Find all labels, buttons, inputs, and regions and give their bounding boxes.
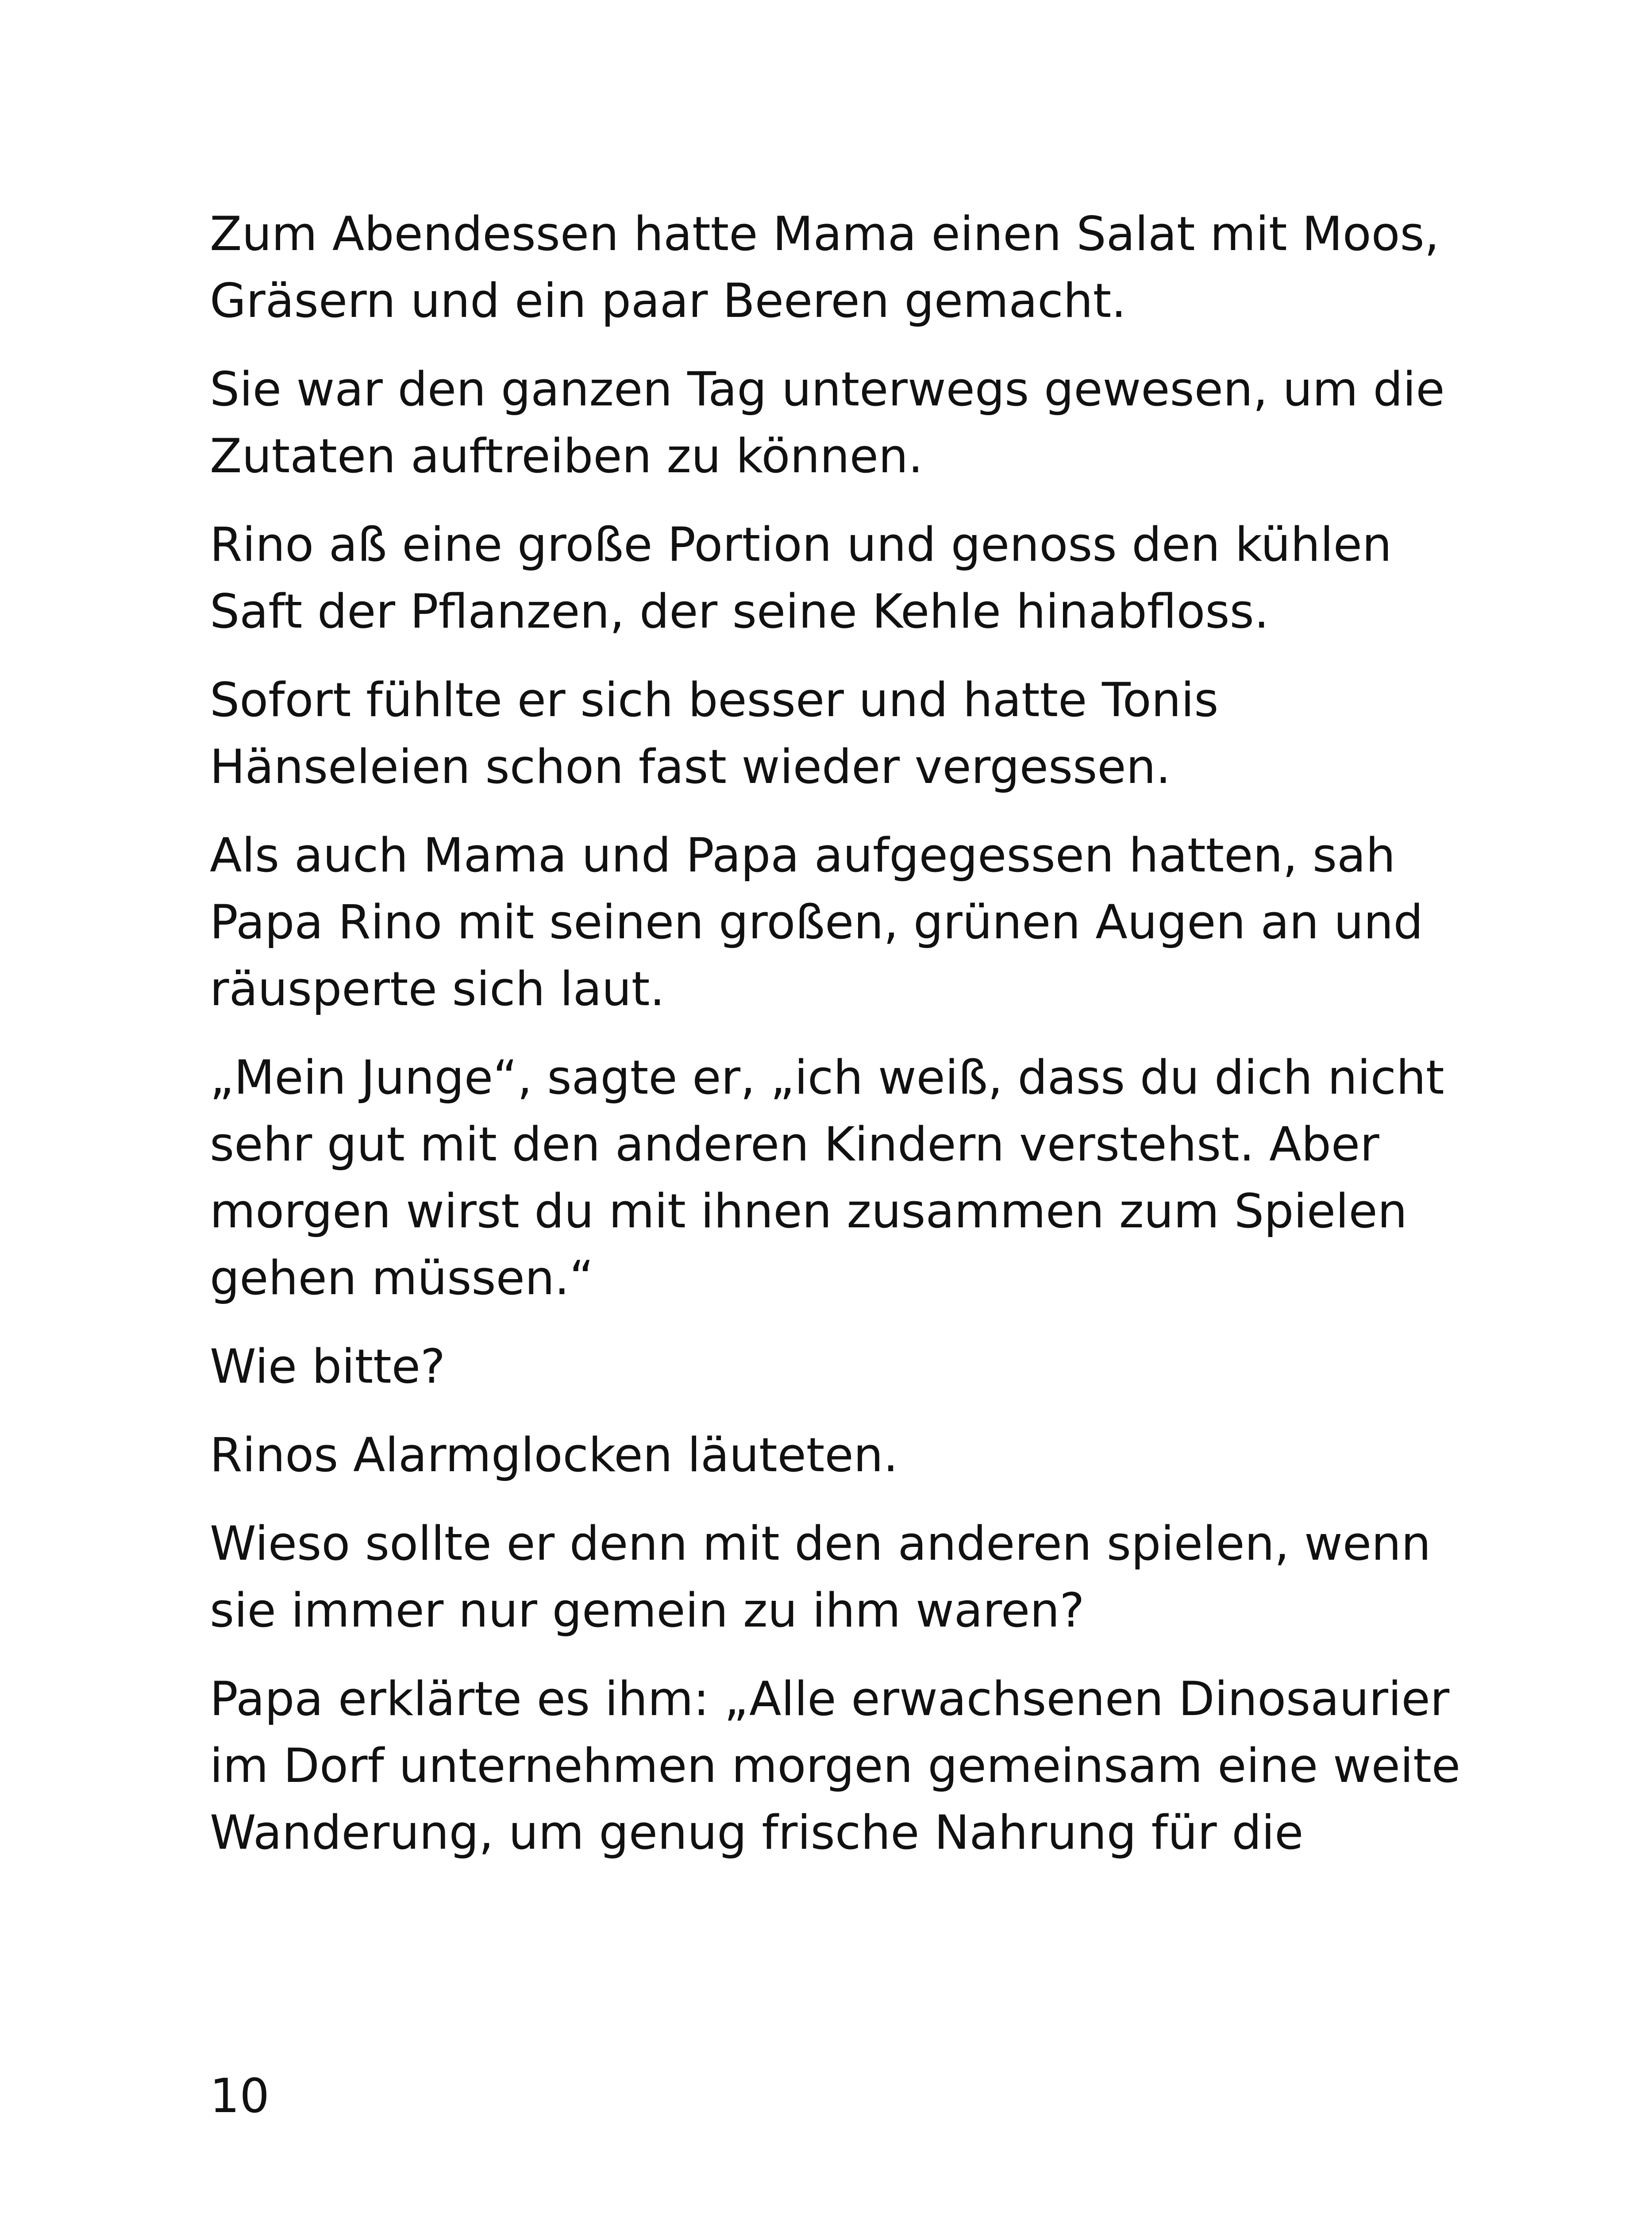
text-line: sehr gut mit den anderen Kindern verstehst. Aber [210,1117,1379,1172]
paragraph [210,822,1440,1022]
text-line: Papa Rino mit seinen großen, grünen Augen an und [210,895,1423,949]
text-line: Zutaten auftreiben zu können. [210,429,923,483]
text-line: Papa erklärte es ihm: „Alle erwachsenen Dinosaurier [210,1672,1450,1726]
text-line: Rinos Alarmglocken läuteten. [210,1428,898,1482]
text-line: Rino aß eine große Portion und genoss den kühlen [210,517,1392,572]
text-line: „Mein Junge“, sagte er, „ich weiß, dass du dich nicht [210,1050,1444,1105]
text-line: Zum Abendessen hatte Mama einen Salat mit Moos, [210,207,1440,261]
text-line: Gräsern und ein paar Beeren gemacht. [210,274,1126,328]
paragraph [210,511,1440,645]
text-line: morgen wirst du mit ihnen zusammen zum Spielen [210,1184,1407,1238]
text-line: im Dorf unternehmen morgen gemeinsam eine weite [210,1739,1461,1793]
paragraph [210,1044,1444,1311]
paragraph [210,667,1440,800]
paragraph [210,1510,1440,1644]
text-line: sie immer nur gemein zu ihm waren? [210,1583,1085,1638]
body-text [210,200,1461,1888]
text-line: Wieso sollte er denn mit den anderen spielen, wenn [210,1516,1431,1571]
text-line: Als auch Mama und Papa aufgegessen hatten, sah [210,828,1396,883]
paragraph [210,200,1440,334]
page-number: 10 [210,2069,270,2123]
paragraph [210,356,1445,490]
text-line: Hänseleien schon fast wieder vergessen. [210,740,1171,794]
paragraph [210,1422,1440,1488]
text-line: Wanderung, um genug frische Nahrung für die [210,1805,1304,1860]
text-line: Sofort fühlte er sich besser und hatte Tonis [210,673,1219,727]
text-line: Wie bitte? [210,1339,446,1394]
text-line: Saft der Pflanzen, der seine Kehle hinabfloss. [210,584,1269,639]
text-line: räusperte sich laut. [210,962,665,1016]
text-line: Sie war den ganzen Tag unterwegs gewesen, um die [210,362,1445,416]
paragraph [210,1666,1461,1866]
text-line: gehen müssen.“ [210,1251,594,1305]
paragraph [210,1333,1440,1400]
